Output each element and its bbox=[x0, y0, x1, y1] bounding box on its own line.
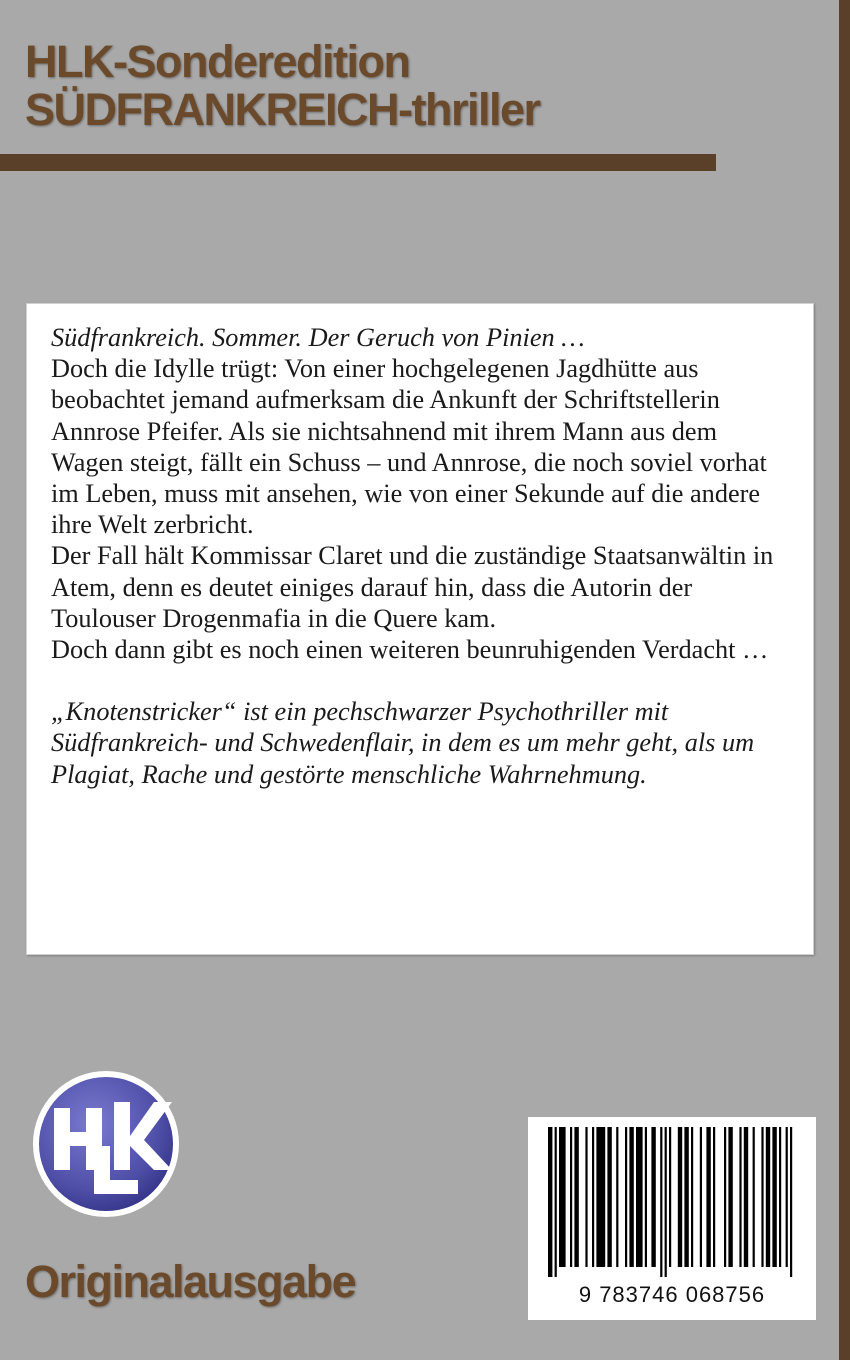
barcode-bar bbox=[651, 1127, 655, 1267]
series-title-line-1: HLK-Sonderedition bbox=[25, 36, 410, 87]
barcode bbox=[528, 1117, 816, 1320]
barcode-bar bbox=[744, 1127, 748, 1267]
barcode-bar bbox=[596, 1127, 605, 1267]
barcode-bar bbox=[772, 1127, 776, 1267]
barcode-bar bbox=[665, 1127, 667, 1277]
blurb-paragraph-3: Doch dann gibt es noch einen weiteren beunruhigenden Verdacht … bbox=[51, 635, 769, 665]
barcode-bar bbox=[636, 1127, 643, 1267]
barcode-bar bbox=[607, 1127, 611, 1267]
barcode-bar bbox=[625, 1127, 627, 1267]
barcode-bar bbox=[585, 1127, 587, 1267]
barcode-bar bbox=[678, 1127, 682, 1267]
blurb-paragraph-1: Doch die Idylle trügt: Von einer hochgelegenen Jagdhütte aus beobachtet jemand aufmerksam die Ankunft der Schriftstellerin Annrose Pfeifer. Als sie nichtsahnend mit ihrem Mann aus dem Wagen steigt, fällt ein Schuss – und Annrose, die noch soviel vorhat im Leben, muss mit ansehen, wie von einer Sekunde auf die andere ihre Welt zerbricht. bbox=[51, 354, 767, 540]
barcode-bar bbox=[706, 1127, 710, 1267]
spine-edge bbox=[839, 0, 850, 1360]
barcode-bar bbox=[790, 1127, 792, 1277]
title-rule bbox=[0, 154, 716, 171]
barcode-bar bbox=[739, 1127, 741, 1267]
barcode-bar bbox=[684, 1127, 688, 1267]
hlk-logo-icon bbox=[30, 1068, 182, 1220]
barcode-bar bbox=[761, 1127, 763, 1267]
barcode-bar bbox=[669, 1127, 671, 1267]
barcode-bar bbox=[728, 1127, 732, 1267]
barcode-bar bbox=[629, 1127, 633, 1267]
barcode-bar bbox=[660, 1127, 662, 1277]
blurb-tagline: „Knotenstricker“ ist ein pechschwarzer Psychothriller mit Südfrankreich- und Schwedenflair, in dem es um mehr geht, als um Plagiat, Rache und gestörte menschliche Wahrnehmung. bbox=[51, 697, 755, 789]
blurb-box bbox=[26, 303, 814, 955]
barcode-bar bbox=[766, 1127, 770, 1267]
edition-label: Originalausgabe bbox=[25, 1256, 356, 1307]
barcode-bar bbox=[713, 1127, 715, 1267]
barcode-bar bbox=[574, 1127, 578, 1267]
isbn-number: 9 783746 068756 bbox=[578, 1282, 766, 1307]
barcode-bar bbox=[548, 1127, 552, 1277]
barcode-bar bbox=[779, 1127, 781, 1267]
series-title-line-2: SÜDFRANKREICH-thriller bbox=[25, 84, 540, 135]
barcode-bar bbox=[700, 1127, 702, 1267]
barcode-bar bbox=[559, 1127, 566, 1267]
barcode-bar bbox=[616, 1127, 618, 1267]
barcode-bar bbox=[570, 1127, 572, 1267]
barcode-bar bbox=[645, 1127, 647, 1267]
barcode-bar bbox=[724, 1127, 726, 1267]
blurb-paragraph-2: Der Fall hält Kommissar Claret und die zuständige Staatsanwältin in Atem, denn es deutet einiges darauf hin, dass die Autorin der Toulouser Drogenmafia in die Quere kam. bbox=[51, 541, 774, 633]
barcode-bar bbox=[786, 1127, 788, 1267]
barcode-bar bbox=[691, 1127, 693, 1267]
series-title bbox=[25, 38, 540, 134]
barcode-bar bbox=[555, 1127, 557, 1277]
blurb-opening: Südfrankreich. Sommer. Der Geruch von Pinien … bbox=[51, 323, 585, 352]
barcode-bars bbox=[540, 1127, 804, 1277]
barcode-bar bbox=[592, 1127, 594, 1267]
barcode-bar bbox=[753, 1127, 755, 1267]
